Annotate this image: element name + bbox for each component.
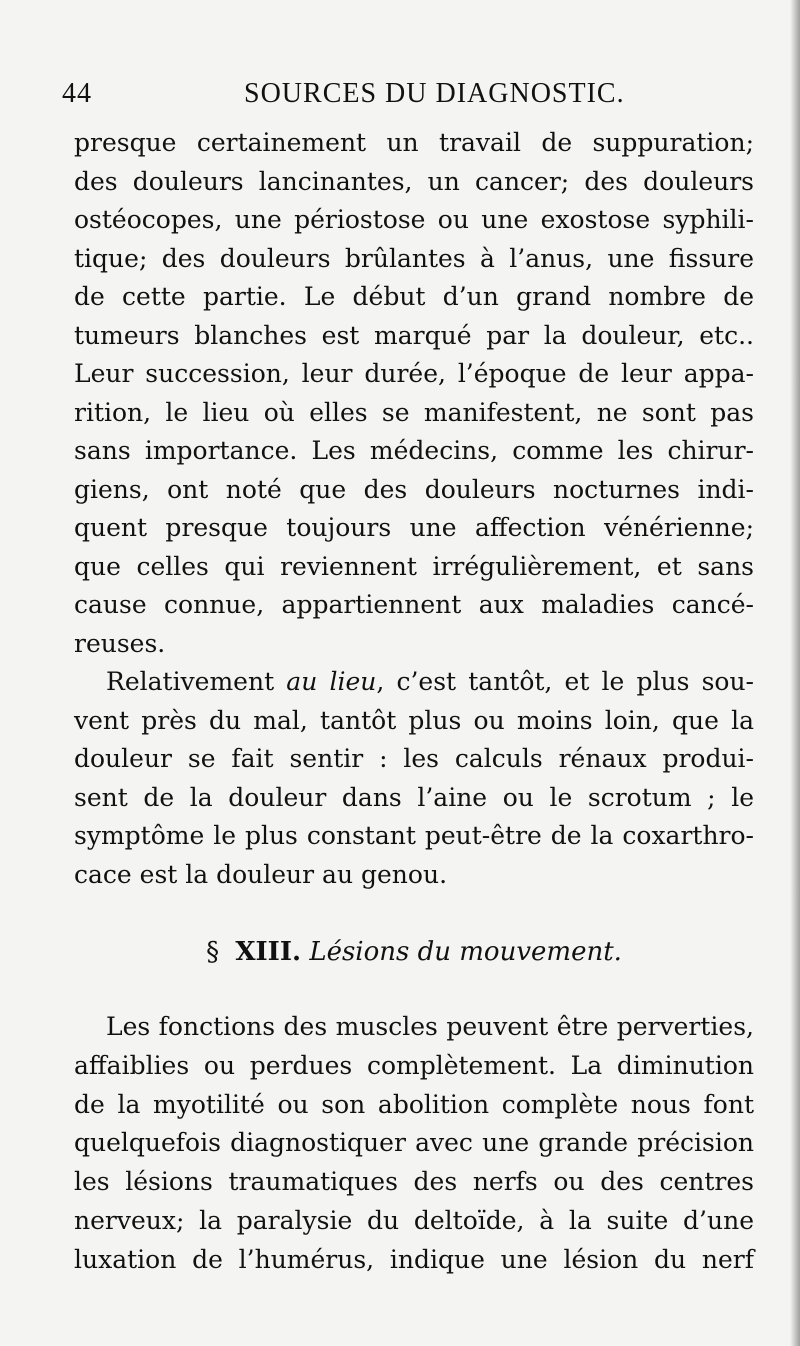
text-line: cause connue, appartiennent aux maladies cancé- xyxy=(74,590,754,619)
text-line: affaiblies ou perdues complètement. La diminution xyxy=(74,1050,754,1080)
text-line: tumeurs blanches est marqué par la douleur, etc.. xyxy=(74,320,754,350)
text-line: reuses. xyxy=(74,628,166,658)
text-line: que celles qui reviennent irrégulièrement, et sans xyxy=(74,551,754,581)
running-title: SOURCES DU DIAGNOSTIC. xyxy=(244,78,625,109)
text-line: sent de la douleur dans l’aine ou le scrotum ; le xyxy=(74,782,754,812)
text-line: nerveux; la paralysie du deltoïde, à la suite d’une xyxy=(74,1205,754,1235)
text-line: sans importance. Les médecins, comme les chirur- xyxy=(74,436,754,465)
text-line: quent presque toujours une affection vénérienne; xyxy=(74,513,754,542)
italic-phrase: au lieu xyxy=(286,667,377,696)
text-line: symptôme le plus constant peut-être de la coxarthro- xyxy=(74,821,754,850)
text-line: giens, ont noté que des douleurs nocturnes indi- xyxy=(74,474,754,504)
text-fragment: Relativement xyxy=(106,667,287,696)
text-line: de cette partie. Le début d’un grand nombre de xyxy=(74,282,754,311)
text-line: cace est la douleur au genou. xyxy=(74,859,448,889)
text-line: tique; des douleurs brûlantes à l’anus, une fissure xyxy=(74,243,754,273)
text-line: de la myotilité ou son abolition complète nous font xyxy=(74,1089,754,1119)
text-line: les lésions traumatiques des nerfs ou des centres xyxy=(74,1167,754,1197)
text-line: presque certainement un travail de suppuration; xyxy=(74,128,754,157)
section-title: Lésions du mouvement. xyxy=(309,937,622,967)
section-number: XIII. xyxy=(235,937,302,967)
text-line: quelquefois diagnostiquer avec une grande précision xyxy=(74,1128,754,1158)
text-line: vent près du mal, tantôt plus ou moins loin, que la xyxy=(74,705,754,735)
paragraph-2 xyxy=(74,663,754,894)
section-heading xyxy=(74,932,754,972)
page-number: 44 xyxy=(62,78,92,109)
text-line: ostéocopes, une périostose ou une exostose syphili- xyxy=(74,205,754,234)
text-line xyxy=(74,663,754,702)
text-line: douleur se fait sentir : les calculs rénaux produi- xyxy=(74,744,754,773)
text-line: luxation de l’humérus, indique une lésion du nerf xyxy=(74,1244,754,1274)
section-mark: § xyxy=(206,937,220,967)
text-line: Leur succession, leur durée, l’époque de leur appa- xyxy=(74,359,754,388)
text-line: Les fonctions des muscles peuvent être perverties, xyxy=(106,1012,754,1041)
text-fragment: , c’est tantôt, et le plus sou- xyxy=(376,667,755,696)
text-line: rition, le lieu où elles se manifestent, ne sont pas xyxy=(74,397,754,427)
paragraph-3 xyxy=(74,1008,754,1280)
page-header xyxy=(62,74,762,114)
text-line: des douleurs lancinantes, un cancer; des douleurs xyxy=(74,166,754,196)
paragraph-1 xyxy=(74,124,754,663)
page-body xyxy=(74,124,754,1280)
